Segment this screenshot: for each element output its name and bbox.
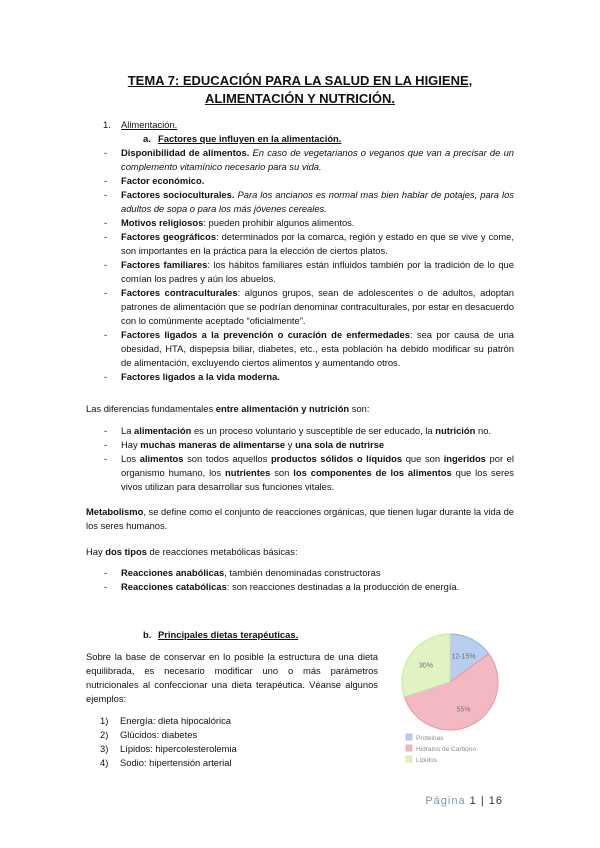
reaction-type-item: - Reacciones anabólicas, también denominadas constructoras [104,567,381,578]
footer-separator: | [480,795,485,807]
legend-swatch [406,745,412,751]
legend-entry: Lípidos [416,757,437,764]
factor-item: - Factor económico. [104,175,205,186]
diet-intro-paragraph: Sobre la base de conservar en lo posible la estructura de una dieta equilibrada, es necesario modificar uno o más parámetros nutricionales al confeccionar una dieta terapéutica. Véanse algunos ejemplos: [86,651,378,704]
footer-page-total: 16 [488,795,503,807]
legend-swatch [406,734,412,740]
pie-data-label: 55% [456,706,471,714]
section-number: 1. [103,119,111,130]
factor-item: - Factores geográficos: determinados por la comarca, región y estado en que se vive y come, son importantes en la práctica para la elección de ciertos platos. [104,231,514,256]
pie-data-label: 30% [418,662,433,670]
page-footer [425,795,503,807]
diets-list [100,714,380,770]
footer-page-number: 1 [469,795,477,807]
factor-item: - Disponibilidad de alimentos. En caso de vegetarianos o veganos que van a precisar de un complemento vitamínico necesario para su vida. [104,147,514,172]
differences-list [104,424,514,494]
pie-data-label: 12-15% [451,653,476,661]
factor-item: - Factores ligados a la prevención o curación de enfermedades: sea por causa de una obesidad, HTA, dispepsia biliar, diabetes, etc., esta población ha debido modificar su patrón de alimentación, excluyendo ciertos alimentos y aumentando otros. [104,329,514,368]
list-item: - La alimentación es un proceso voluntario y susceptible de ser educado, la nutrición no. [104,425,492,436]
legend-entry: Proteinas [416,735,444,742]
factor-item: - Factores ligados a la vida moderna. [104,371,280,382]
factor-item: - Factores contraculturales: algunos grupos, sean de adolescentes o de adultos, adoptan patrones de alimentación que se podrían denominar contraculturales, por estar en desacuerdo con lo comúnmente aceptado “oficialmente”. [104,287,514,326]
reaction-type-item: - Reacciones catabólicas: son reacciones destinadas a la producción de energía. [104,581,460,592]
diet-item: 2) Glúcidos: diabetes [100,729,198,740]
subsection-heading: Factores que influyen en la alimentación. [158,133,342,144]
metabolism-paragraph: Metabolismo, se define como el conjunto de reacciones orgánicas, que tienen lugar durante la vida de los seres humanos. [86,506,514,531]
subsection-number: a. [143,133,151,144]
factor-item: - Factores socioculturales. Para los ancianos es normal mas bien hablar de potajes, para los adultos de sopa o para los más jóvenes cereales. [104,189,514,214]
diet-item: 1) Energía: dieta hipocalórica [100,715,232,726]
section-heading: Alimentación. [121,119,178,130]
types-intro: Hay dos tipos de reacciones metabólicas básicas: [86,546,298,557]
factor-item: - Factores familiares: los hábitos familiares están influidos también por la tradición de lo que comían los padres y aún los abuelos. [104,259,514,284]
diet-item: 4) Sodio: hipertensión arterial [100,757,232,768]
page-title: TEMA 7: EDUCACIÓN PARA LA SALUD EN LA HIGIENE, ALIMENTACIÓN Y NUTRICIÓN. [127,73,473,106]
differences-intro: Las diferencias fundamentales entre alimentación y nutrición son: [86,403,370,414]
diet-pie-chart [388,632,518,772]
subsection-number: b. [143,629,152,640]
list-item: - Los alimentos son todos aquellos productos sólidos o líquidos que son ingeridos por el organismo humano, los nutrientes son los componentes de los alimentos que los seres vivos utilizan para desarrollar sus funciones vitales. [104,453,514,492]
footer-page-word: Página [425,795,466,807]
factor-item: - Motivos religiosos: pueden prohibir algunos alimentos. [104,217,355,228]
legend-entry: Hidratos de Carbono [416,746,476,753]
diet-item: 3) Lípidos: hipercolesterolemia [100,743,237,754]
factors-list [104,146,514,384]
subsection-heading: Principales dietas terapéuticas. [158,629,299,640]
list-item: - Hay muchas maneras de alimentarse y una sola de nutrirse [104,439,385,450]
types-list [104,566,514,594]
legend-swatch [406,756,412,762]
